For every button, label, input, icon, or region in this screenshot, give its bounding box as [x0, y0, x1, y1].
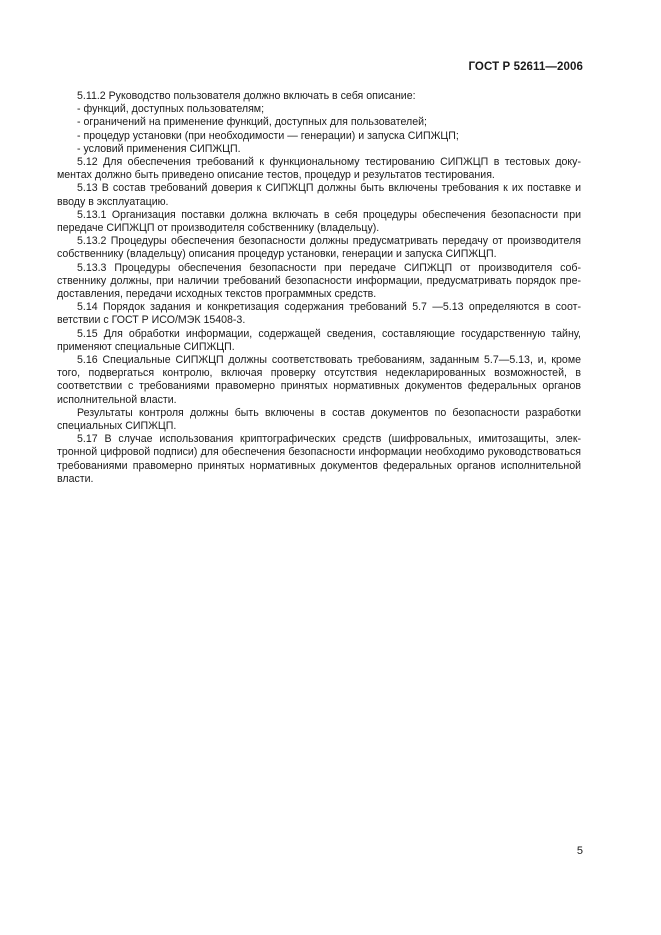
paragraph-5-12: 5.12 Для обеспечения требований к функциональному тестированию СИПЖЦП в тестовых документах должно быть приведено описание тестов, процедур и результатов тестирования. — [57, 156, 581, 182]
paragraph-5-13-2: 5.13.2 Процедуры обеспечения безопасности должны предусматривать передачу от производителя собственнику (владельцу) описания процедур установки, генерации и запуска СИПЖЦП. — [57, 235, 581, 261]
list-item: - процедур установки (при необходимости — генерации) и запуска СИПЖЦП; — [77, 129, 459, 142]
paragraph-5-15: 5.15 Для обработки информации, содержащей сведения, составляющие государственную тайну, применяют специальные СИПЖЦП. — [57, 327, 581, 353]
page-number: 5 — [576, 845, 583, 857]
document-body — [57, 90, 581, 486]
paragraph-5-16-results: Результаты контроля должны быть включены в состав документов по безопасности разработки специальных СИПЖЦП. — [57, 406, 581, 433]
paragraph-5-17: 5.17 В случае использования криптографических средств (шифровальных, имитозащиты, электронной цифровой подписи) для обеспечения безопасности информации необходимо руководствоваться требованиями правомерно принятых нормативных документов федеральных органов исполнительной власти. — [57, 433, 581, 485]
list-item: - условий применения СИПЖЦП. — [77, 142, 241, 155]
paragraph-5-11-2: 5.11.2 Руководство пользователя должно включать в себя описание: — [77, 90, 416, 102]
paragraph-5-14: 5.14 Порядок задания и конкретизация содержания требований 5.7 —5.13 определяются в соответствии с ГОСТ Р ИСО/МЭК 15408-3. — [57, 301, 581, 327]
paragraph-5-13-3: 5.13.3 Процедуры обеспечения безопасности при передаче СИПЖЦП от производителя собственнику должны, при наличии требований безопасности информации, предусматривать порядок предоставления, передачи исходных текстов программных средств. — [57, 261, 581, 301]
list-item: - функций, доступных пользователям; — [77, 103, 265, 116]
paragraph-5-13: 5.13 В состав требований доверия к СИПЖЦП должны быть включены требования к их поставке и вводу в эксплуатацию. — [57, 182, 581, 208]
document-code: ГОСТ Р 52611—2006 — [468, 61, 583, 73]
list-item: - ограничений на применение функций, доступных для пользователей; — [77, 116, 427, 129]
paragraph-5-13-1: 5.13.1 Организация поставки должна включать в себя процедуры обеспечения безопасности при передаче СИПЖЦП от производителя собственнику (владельцу). — [57, 208, 581, 235]
paragraph-5-16: 5.16 Специальные СИПЖЦП должны соответствовать требованиям, заданным 5.7—5.13, и, кроме того, подвергаться контролю, включая проверку отсутствия недекларированных возможностей, в соответствии с требованиями правомерно принятых нормативных документов федеральных органов исполнительной власти. — [57, 354, 581, 406]
